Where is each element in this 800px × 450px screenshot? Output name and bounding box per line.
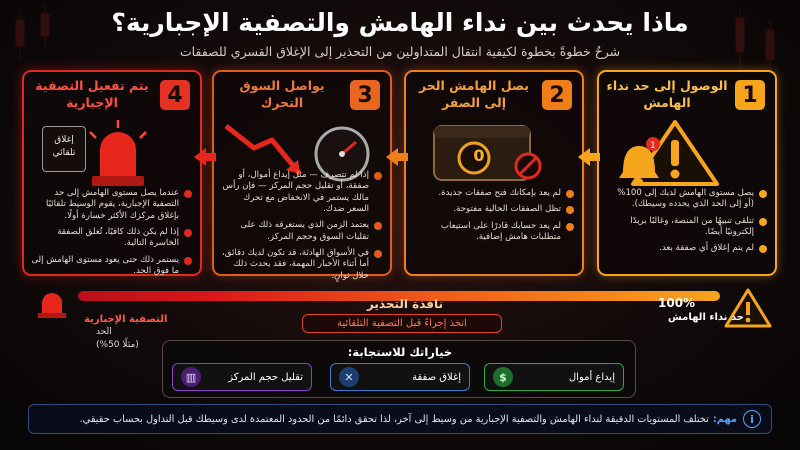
step-card-3 — [212, 70, 392, 281]
step-number: 3 — [350, 80, 380, 110]
options-title: خياراتك للاستجابة: — [347, 345, 453, 359]
bullet: يستمر ذلك حتى يعود مستوى الهامش إلى ما فوق الحد. — [30, 255, 192, 278]
step-number: 4 — [160, 80, 190, 110]
option-label: إيداع أموال — [568, 371, 615, 383]
option-label: تقليل حجم المركز — [228, 371, 303, 383]
free-margin-value: 0 — [473, 146, 485, 165]
reduce-chart-icon: ▥ — [181, 367, 201, 387]
empty-wallet-icon — [412, 118, 572, 188]
close-trade-option[interactable] — [330, 363, 470, 391]
note-label: مهم: — [712, 413, 737, 425]
svg-text:1: 1 — [650, 141, 656, 151]
step-card-1 — [597, 70, 777, 276]
liquidation-example: (مثلًا 50%) — [96, 340, 139, 350]
step-title: الوصول إلى حد نداء الهامش — [606, 78, 728, 110]
bullet: تتلقى تنبيهًا من المنصة، وغالبًا بريدًا إلكترونيًا أيضًا. — [605, 216, 767, 239]
auto-close-panel: إغلاق تلقائي — [42, 126, 86, 172]
arrow-left-icon — [578, 148, 600, 166]
dollar-icon: $ — [493, 367, 513, 387]
bullet: لم يتم إغلاق أي صفقة بعد. — [605, 243, 767, 254]
step-title: يتم تفعيل التصفية الإجبارية — [35, 78, 149, 110]
reduce-position-option[interactable] — [172, 363, 312, 391]
liquidation-label: التصفية الإجبارية — [84, 314, 168, 325]
arrow-left-icon — [194, 148, 216, 166]
arrow-left-icon — [386, 148, 408, 166]
step-number: 2 — [542, 80, 572, 110]
bullet: إذا لم تتصرف — مثل إيداع أموال، أو صفقة، أو تقليل حجم المركز — فإن رأس مالك يستمر في الانخفاض مع تحرك السعر ضدك. — [220, 170, 382, 215]
step-title: يواصل السوق التحرك — [239, 78, 325, 110]
close-icon: ✕ — [339, 367, 359, 387]
note-text: تختلف المستويات الدقيقة لنداء الهامش والتصفية الإجبارية من وسيط إلى آخر، لذا تحقق دائمًا من الحدود المعتمدة لدى وسيطك قبل التداول بحساب حقيقي. — [79, 413, 709, 425]
margin-call-label: حد نداء الهامش — [668, 312, 744, 323]
step-card-4 — [22, 70, 202, 276]
margin-level-start: 100% — [658, 296, 696, 310]
info-icon: i — [743, 410, 761, 428]
liquidation-limit-label: الحد — [96, 327, 112, 337]
bullet: لم يعد بإمكانك فتح صفقات جديدة. — [412, 188, 574, 199]
warning-bell-icon — [605, 118, 765, 188]
bullet: يعتمد الزمن الذي يستغرقه ذلك على تقلبات السوق وحجم المركز. — [220, 220, 382, 243]
step-title: يصل الهامش الحر إلى الصفر — [419, 78, 529, 110]
step-number: 1 — [735, 80, 765, 110]
important-note — [28, 404, 772, 434]
bullet: عندما يصل مستوى الهامش إلى حد التصفية الإجبارية، يقوم الوسيط تلقائيًا بإغلاق مركزك الأكثر خسارة أولًا. — [30, 188, 192, 222]
siren-small-icon — [32, 287, 72, 319]
action-pill: اتخذ إجراءً قبل التصفية التلقائية — [302, 314, 502, 333]
bullet: يصل مستوى الهامش لديك إلى 100%‏ (أو إلى الحد الذي يحدده وسيطك). — [605, 188, 767, 211]
bullet: إذا لم يكن ذلك كافيًا، تُغلق الصفقة الخاسرة التالية. — [30, 227, 192, 250]
page-title: ماذا يحدث بين نداء الهامش والتصفية الإجبارية؟ — [111, 8, 689, 37]
deposit-funds-option[interactable] — [484, 363, 624, 391]
step-card-2 — [404, 70, 584, 276]
page-subtitle: شرحٌ خطوةً بخطوة لكيفية انتقال المتداولين من التحذير إلى الإغلاق القسري للصفقات — [179, 44, 621, 59]
bullet: لم يعد حسابك قادرًا على استيعاب متطلبات هامش إضافية. — [412, 221, 574, 244]
bullet: في الأسواق الهادئة، قد تكون لديك دقائق، أما أثناء الأخبار المهمة، فقد يحدث ذلك خلال ثوانٍ. — [220, 248, 382, 282]
warning-window-label: نافذة التحذير — [366, 297, 444, 311]
option-label: إغلاق صفقة — [412, 371, 461, 383]
bullet: تظل الصفقات الحالية مفتوحة. — [412, 204, 574, 215]
